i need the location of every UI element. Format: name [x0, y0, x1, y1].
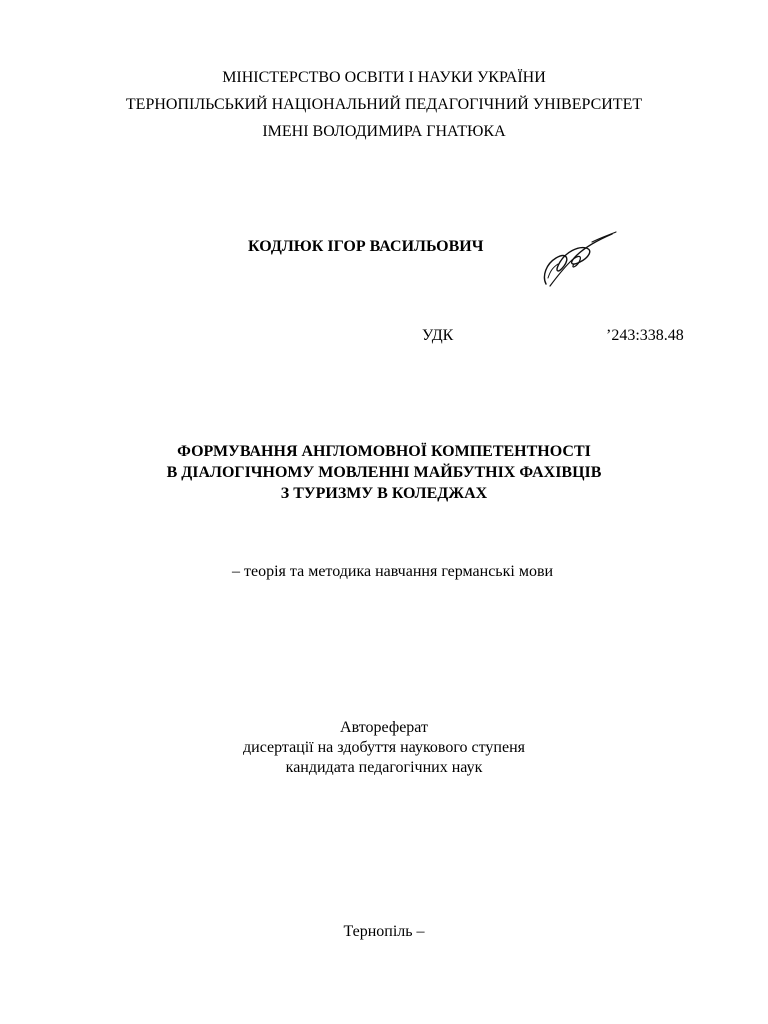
specialty-line: – теорія та методика навчання германські мови — [232, 563, 554, 580]
abstract-label: Автореферат — [340, 719, 428, 736]
university-heading: ТЕРНОПІЛЬСЬКИЙ НАЦІОНАЛЬНИЙ ПЕДАГОГІЧНИЙ УНІВЕРСИТЕТ — [125, 96, 643, 113]
udk-label: УДК — [422, 327, 454, 344]
degree-field: кандидата педагогічних наук — [285, 759, 483, 776]
udk-value: ’243:338.48 — [606, 327, 684, 344]
thesis-title-line-3: З ТУРИЗМУ В КОЛЕДЖАХ — [280, 485, 488, 502]
university-named-after: ІМЕНІ ВОЛОДИМИРА ГНАТЮКА — [262, 123, 506, 140]
signature-icon — [536, 228, 618, 290]
thesis-title-line-1: ФОРМУВАННЯ АНГЛОМОВНОЇ КОМПЕТЕНТНОСТІ — [177, 443, 591, 460]
city-year: Тернопіль – — [343, 923, 425, 940]
author-name: КОДЛЮК ІГОР ВАСИЛЬОВИЧ — [248, 238, 484, 255]
thesis-title-line-2: В ДІАЛОГІЧНОМУ МОВЛЕННІ МАЙБУТНІХ ФАХІВЦІВ — [166, 464, 602, 481]
ministry-heading: МІНІСТЕРСТВО ОСВІТИ І НАУКИ УКРАЇНИ — [222, 69, 546, 86]
degree-description: дисертації на здобуття наукового ступеня — [242, 739, 526, 756]
